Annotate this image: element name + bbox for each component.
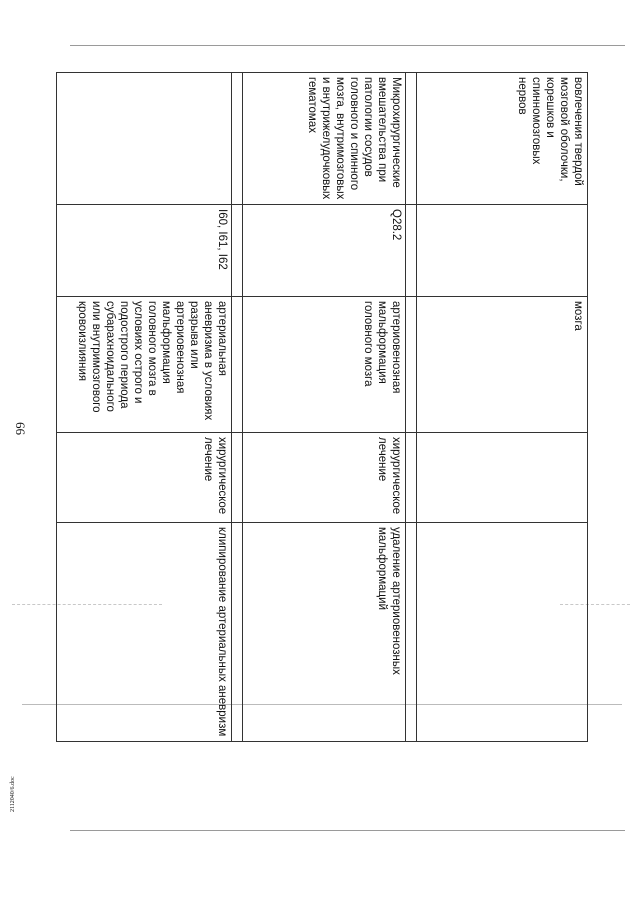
treatment-method-cell: клипирование артериальных аневризм [57, 523, 232, 742]
treatment-type-cell: хирургическое лечение [243, 433, 406, 523]
diagnosis-cell: артериальная аневризма в условиях разрыва или артериовенозная мальформация головного мозга в условиях острого и подострого периода субарахноидального или внутримозгового кровоизлияния [57, 297, 232, 433]
diagnosis-cell: артериовенозная мальформация головного мозга [243, 297, 406, 433]
table-row-divider [232, 73, 243, 742]
diagnosis-cell: мозга [417, 297, 588, 433]
icd-code-cell [417, 205, 588, 297]
method-group-cell: Микрохирургические вмешательства при патологии сосудов головного и спинного мозга, внутримозговых и внутрижелудочковых гематомах [243, 73, 406, 205]
icd-code-cell: I60, I61, I62 [57, 205, 232, 297]
page-number: 66 [13, 422, 28, 435]
bottom-rule [70, 830, 625, 831]
treatment-method-cell [417, 523, 588, 742]
table-row [243, 73, 406, 742]
table-row-divider [406, 73, 417, 742]
treatment-type-cell [417, 433, 588, 523]
table-row [417, 73, 588, 742]
treatment-type-cell: хирургическое лечение [57, 433, 232, 523]
procedures-table [56, 72, 588, 742]
table-row [57, 73, 232, 742]
treatment-method-cell: удаление артериовенозных мальформаций [243, 523, 406, 742]
method-group-cell [57, 73, 232, 205]
method-group-cell: вовлечения твердой мозговой оболочки, корешков и спинномозговых нервов [417, 73, 588, 205]
rotated-table-container [68, 72, 588, 741]
icd-code-cell: Q28.2 [243, 205, 406, 297]
top-rule [70, 45, 625, 46]
footer-filename: 2112040/6.doc [10, 776, 16, 812]
